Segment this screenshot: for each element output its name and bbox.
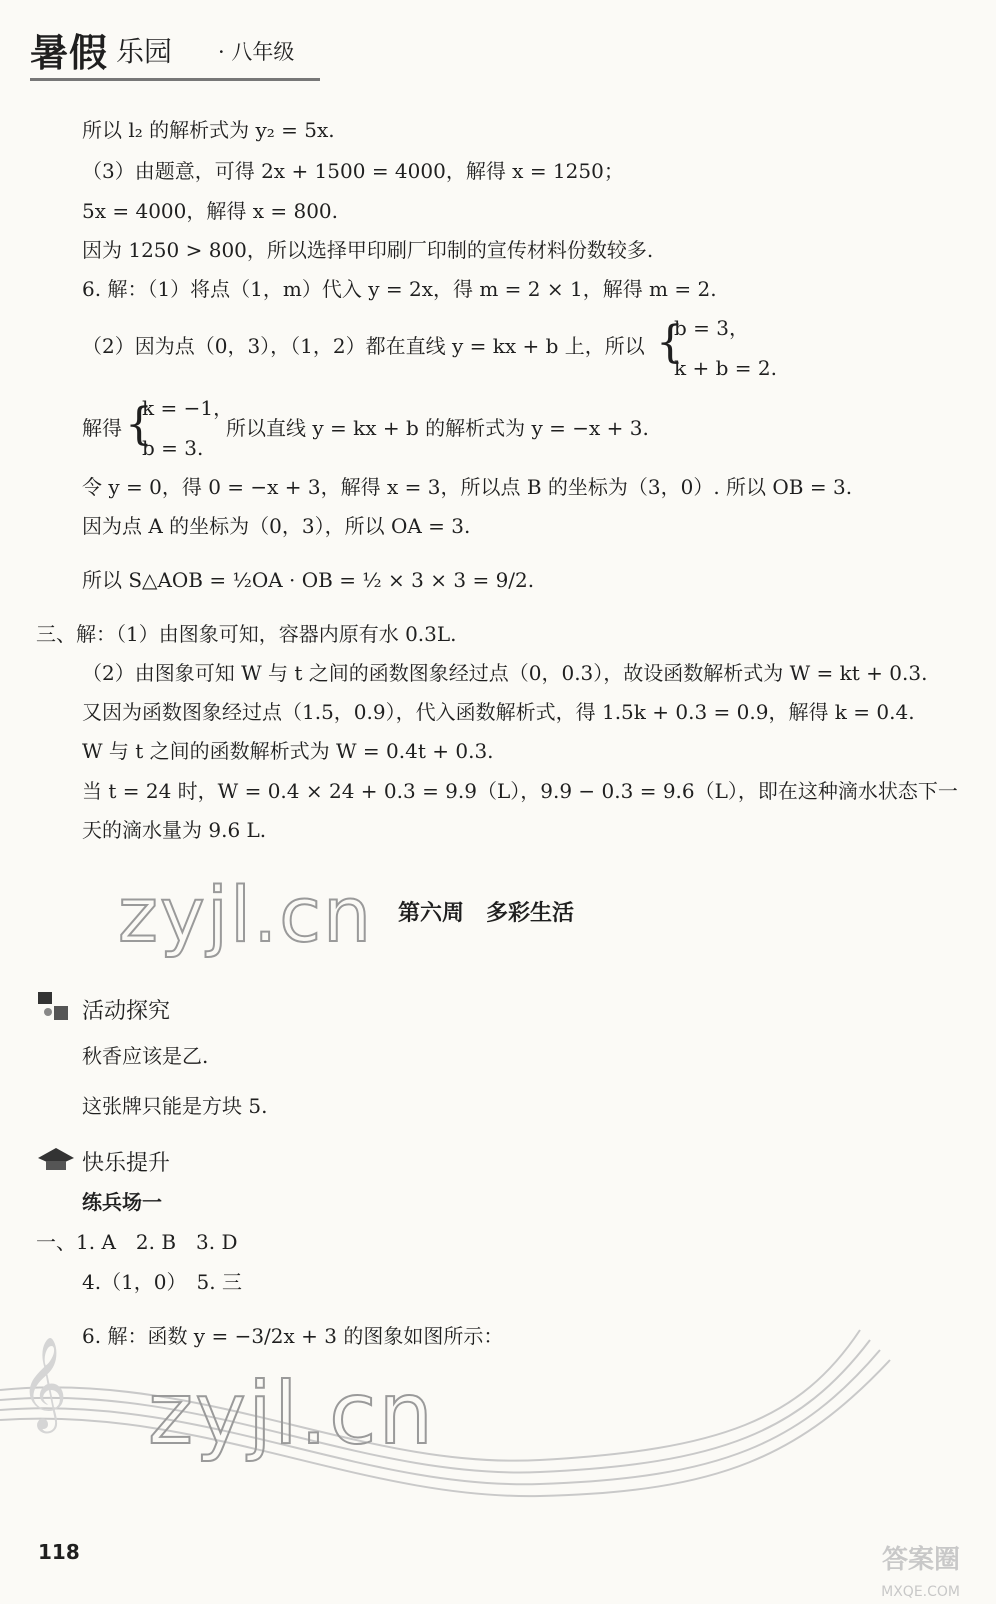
section-title-improve: 快乐提升 xyxy=(82,1151,171,1176)
text-line: 又因为函数图象经过点（1.5，0.9），代入函数解析式，得 1.5k + 0.3 = 0.9，解得 k = 0.4. xyxy=(82,700,915,724)
page-number: 118 xyxy=(38,1540,80,1564)
text-line: 所以直线 y = kx + b 的解析式为 y = −x + 3. xyxy=(226,416,649,440)
text-line: 这张牌只能是方块 5. xyxy=(82,1094,268,1118)
text-line: 天的滴水量为 9.6 L. xyxy=(82,818,267,842)
text-line: （2）因为点（0，3），（1，2）都在直线 y = kx + b 上，所以 xyxy=(82,334,645,358)
equation: b = 3， xyxy=(674,316,749,340)
book-title-2: 乐园 xyxy=(116,35,173,68)
text-line: 5x = 4000，解得 x = 800. xyxy=(82,199,339,223)
corner-stamp: 答案圈 xyxy=(881,1545,960,1575)
puzzle-icon xyxy=(36,990,72,1030)
text-line: 令 y = 0，得 0 = −x + 3，解得 x = 3，所以点 B 的坐标为（3，0）. 所以 OB = 3. xyxy=(82,475,853,499)
subsection-title: 练兵场一 xyxy=(82,1190,162,1214)
svg-text:𝄞: 𝄞 xyxy=(20,1336,68,1429)
text-line: 三、解：（1）由图象可知，容器内原有水 0.3L. xyxy=(36,622,457,646)
book-title: 暑假 xyxy=(30,30,109,75)
equation: k + b = 2. xyxy=(674,356,777,380)
text-line: 解得 xyxy=(82,416,122,440)
text-line: 当 t = 24 时，W = 0.4 × 24 + 0.3 = 9.9（L），9.9 − 0.3 = 9.6（L），即在这种滴水状态下一 xyxy=(82,779,958,803)
text-line: 6. 解：函数 y = −3/2x + 3 的图象如图所示： xyxy=(82,1324,504,1348)
text-line: 因为点 A 的坐标为（0，3），所以 OA = 3. xyxy=(82,514,471,538)
text-line: 所以 l₂ 的解析式为 y₂ = 5x. xyxy=(82,118,335,142)
text-line: 因为 1250 > 800，所以选择甲印刷厂印制的宣传材料份数较多. xyxy=(82,238,654,262)
text-line: 4.（1，0） 5. 三 xyxy=(82,1270,242,1294)
watermark: zyjl.cn xyxy=(118,870,374,959)
text-line: 6. 解：（1）将点（1，m）代入 y = 2x，得 m = 2 × 1，解得 m = 2. xyxy=(82,277,717,301)
grade-label: · 八年级 xyxy=(218,40,295,64)
week-title: 第六周 多彩生活 xyxy=(398,901,575,926)
section-title-activity: 活动探究 xyxy=(82,999,171,1024)
text-line: （3）由题意，可得 2x + 1500 = 4000，解得 x = 1250； xyxy=(82,159,624,183)
watermark: zyjl.cn xyxy=(148,1364,435,1464)
page-header xyxy=(30,22,330,82)
text-line: 秋香应该是乙. xyxy=(82,1044,209,1068)
corner-url: MXQE.COM xyxy=(881,1584,960,1600)
equation: k = −1， xyxy=(142,396,234,420)
text-line: 一、1. A 2. B 3. D xyxy=(36,1230,238,1254)
text-line: W 与 t 之间的函数解析式为 W = 0.4t + 0.3. xyxy=(82,739,494,763)
header-rule xyxy=(30,78,320,81)
text-line: 所以 S△AOB = ½OA · OB = ½ × 3 × 3 = 9/2. xyxy=(82,568,535,592)
text-line: （2）由图象可知 W 与 t 之间的函数图象经过点（0，0.3），故设函数解析式为 W = kt + 0.3. xyxy=(82,661,928,685)
cap-icon xyxy=(36,1146,76,1180)
equation: b = 3. xyxy=(142,436,204,460)
